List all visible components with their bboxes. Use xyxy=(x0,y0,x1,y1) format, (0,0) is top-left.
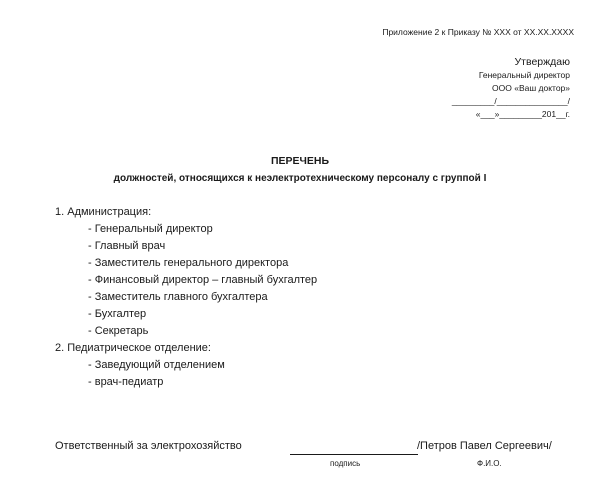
approve-date-line: «___»_________201__г. xyxy=(475,109,570,119)
list-item: - Бухгалтер xyxy=(88,308,147,320)
approve-company: ООО «Ваш доктор» xyxy=(492,83,570,93)
list-item: - Заведующий отделением xyxy=(88,359,225,371)
responsible-name: /Петров Павел Сергеевич/ xyxy=(417,440,552,452)
section-heading: 1. Администрация: xyxy=(55,206,152,218)
list-item: - врач-педиатр xyxy=(88,376,164,388)
approve-signature-line: _________/_______________/ xyxy=(451,96,570,106)
responsible-label: Ответственный за электрохозяйство xyxy=(55,440,242,452)
list-item: - Секретарь xyxy=(88,325,149,337)
list-item: - Заместитель главного бухгалтера xyxy=(88,291,268,303)
list-item: - Главный врач xyxy=(88,240,166,252)
document-subtitle: должностей, относящихся к неэлектротехническому персоналу с группой I xyxy=(113,173,487,184)
signature-caption: подпись xyxy=(330,459,361,468)
approve-title: Утверждаю xyxy=(514,56,570,68)
name-caption: Ф.И.О. xyxy=(477,459,502,468)
appendix-note: Приложение 2 к Приказу № ХХХ от ХХ.ХХ.ХХХХ xyxy=(382,27,574,37)
approve-position: Генеральный директор xyxy=(478,70,570,80)
list-item: - Финансовый директор – главный бухгалтер xyxy=(88,274,318,286)
list-item: - Генеральный директор xyxy=(88,223,213,235)
list-item: - Заместитель генерального директора xyxy=(88,257,289,269)
approval-block xyxy=(452,56,570,121)
signature-line xyxy=(290,454,418,455)
document-title: ПЕРЕЧЕНЬ xyxy=(270,155,330,167)
section-heading: 2. Педиатрическое отделение: xyxy=(55,342,211,354)
